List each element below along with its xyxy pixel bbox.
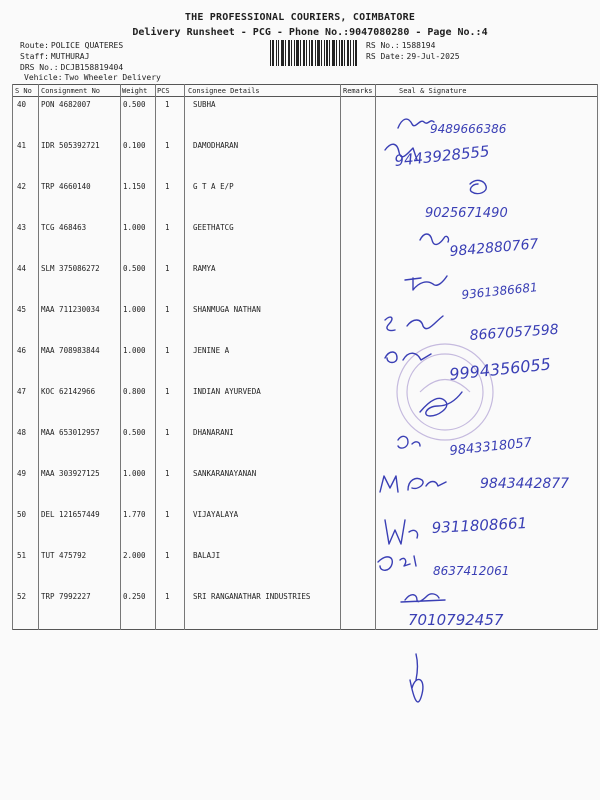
staff-field [20,51,89,62]
sno-cell: 51 [17,551,27,560]
column-header-sno: S No [15,87,32,95]
table-rule [12,84,598,85]
handwritten-phone-48: 9843318057 [448,435,533,459]
handwritten-phone-42: 9025671490 [425,206,508,221]
weight-cell: 0.100 [123,141,146,150]
table-rule [12,96,598,97]
consignee-cell: JENINE A [193,346,230,355]
column-rule [38,84,39,630]
staff-label: Staff: [20,52,49,61]
consignee-cell: G T A E/P [193,182,234,191]
consignment-cell: MAA 653012957 [41,428,100,437]
consignment-cell: TRP 4660140 [41,182,91,191]
weight-cell: 1.770 [123,510,146,519]
staff-value: MUTHURAJ [50,52,90,61]
consignment-cell: MAA 711230034 [41,305,100,314]
column-rule [375,84,376,630]
company-name: THE PROFESSIONAL COURIERS, COIMBATORE [184,12,416,23]
pcs-cell: 1 [165,469,170,478]
drs-value: DCJB158819404 [60,63,124,72]
column-rule [12,84,13,630]
consignment-cell: DEL 121657449 [41,510,100,519]
weight-cell: 1.150 [123,182,146,191]
pcs-cell: 1 [165,305,170,314]
route-label: Route: [20,41,49,50]
column-header-weight: Weight [122,87,148,95]
column-rule [155,84,156,630]
handwritten-phone-40: 9489666386 [430,122,507,136]
weight-cell: 0.500 [123,100,146,109]
consignee-cell: VIJAYALAYA [193,510,239,519]
weight-cell: 1.000 [123,346,146,355]
delivery-table [12,84,598,630]
consignee-cell: SANKARANAYANAN [193,469,257,478]
weight-cell: 0.500 [123,264,146,273]
handwritten-phone-41: 9443928555 [393,142,491,170]
sno-cell: 43 [17,223,27,232]
consignment-cell: TUT 475792 [41,551,87,560]
weight-cell: 1.000 [123,469,146,478]
column-rule [184,84,185,630]
handwritten-phone-52: 7010792457 [408,611,504,629]
pcs-cell: 1 [165,264,170,273]
sno-cell: 47 [17,387,27,396]
pcs-cell: 1 [165,428,170,437]
vehicle-label: Vehicle: [24,73,63,82]
route-value: POLICE QUATERES [50,41,124,50]
vehicle-field [24,72,161,83]
consignee-cell: BALAJI [193,551,221,560]
consignment-cell: PON 4682007 [41,100,91,109]
column-rule [120,84,121,630]
consignment-cell: MAA 303927125 [41,469,100,478]
pcs-cell: 1 [165,223,170,232]
rs-date-label: RS Date: [366,52,405,61]
sno-cell: 40 [17,100,27,109]
consignee-cell: RAMYA [193,264,216,273]
pcs-cell: 1 [165,551,170,560]
column-header-consignment: Consignment No [41,87,101,95]
weight-cell: 1.000 [123,305,146,314]
weight-cell: 0.800 [123,387,146,396]
pcs-cell: 1 [165,346,170,355]
column-header-pcs: PCS [157,87,170,95]
sno-cell: 41 [17,141,27,150]
drs-label: DRS No.: [20,63,59,72]
sno-cell: 48 [17,428,27,437]
extra-signature [410,654,423,702]
pcs-cell: 1 [165,100,170,109]
consignee-cell: SUBHA [193,100,216,109]
rs-no-value: 1588194 [401,41,436,50]
pcs-cell: 1 [165,182,170,191]
route-field [20,40,123,51]
sno-cell: 50 [17,510,27,519]
sno-cell: 49 [17,469,27,478]
consignment-cell: KOC 62142966 [41,387,96,396]
consignment-cell: TRP 7992227 [41,592,91,601]
pcs-cell: 1 [165,141,170,150]
column-rule [340,84,341,630]
sno-cell: 45 [17,305,27,314]
weight-cell: 2.000 [123,551,146,560]
handwritten-phone-51: 8637412061 [433,564,510,578]
pcs-cell: 1 [165,510,170,519]
sno-cell: 52 [17,592,27,601]
rs-date-value: 29-Jul-2025 [406,52,460,61]
consignee-cell: SRI RANGANATHAR INDUSTRIES [193,592,311,601]
sno-cell: 44 [17,264,27,273]
column-header-remarks: Remarks [343,87,373,95]
table-rule [12,629,598,630]
consignment-cell: TCG 468463 [41,223,87,232]
consignment-cell: IDR 505392721 [41,141,100,150]
pcs-cell: 1 [165,592,170,601]
drs-barcode [269,40,357,66]
weight-cell: 0.500 [123,428,146,437]
column-rule [597,84,598,630]
consignment-cell: MAA 708983844 [41,346,100,355]
handwritten-phone-43: 9842880767 [448,236,540,260]
weight-cell: 0.250 [123,592,146,601]
consignee-cell: SHANMUGA NATHAN [193,305,261,314]
column-header-consignee: Consignee Details [188,87,260,95]
consignee-cell: DAMODHARAN [193,141,239,150]
pcs-cell: 1 [165,387,170,396]
handwritten-phone-45: 8667057598 [469,321,560,344]
rs-no-field [366,40,435,51]
runsheet-title: Delivery Runsheet - PCG - Phone No.:9047080280 - Page No.:4 [132,27,488,38]
consignee-cell: DHANARANI [193,428,234,437]
handwritten-phone-46: 9994356055 [448,354,552,384]
weight-cell: 1.000 [123,223,146,232]
sno-cell: 42 [17,182,27,191]
rs-date-field [366,51,460,62]
handwritten-phone-50: 9311808661 [431,514,528,537]
consignment-cell: SLM 375086272 [41,264,100,273]
sno-cell: 46 [17,346,27,355]
handwritten-phone-49: 9843442877 [480,476,570,492]
column-header-signature: Seal & Signature [399,87,467,95]
handwritten-phone-44: 9361386681 [460,280,539,302]
vehicle-value: Two Wheeler Delivery [64,73,161,82]
consignee-cell: INDIAN AYURVEDA [193,387,261,396]
rs-no-label: RS No.: [366,41,400,50]
consignee-cell: GEETHATCG [193,223,234,232]
